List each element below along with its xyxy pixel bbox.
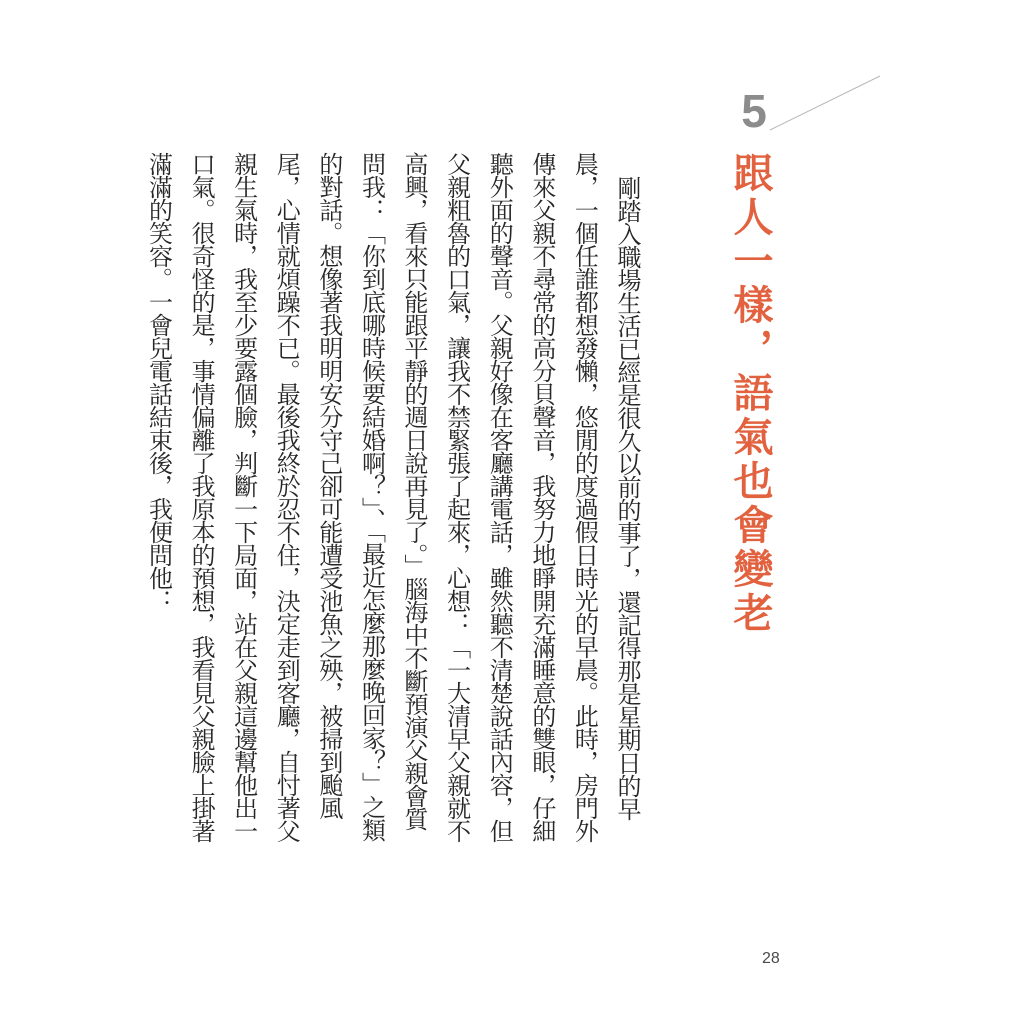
- paragraph: 剛踏入職場生活已經是很久以前的事了，還記得那是星期日的早晨，一個任誰都想發懶，悠閒的度過假日時光的早晨。此時，房門外傳來父親不尋常的高分貝聲音，我努力地睜開充滿睡意的雙眼，仔細聽外面的聲音。父親好像在客廳講電話，雖然聽不清楚說話內容，但父親粗魯的口氣，讓我不禁緊張了起來，心想：「一大清早父親就不高興，看來只能跟平靜的週日說再見了。」腦海中不斷預演父親會質問我：「你到底哪時候要結婚啊？」、「最近怎麼那麼晚回家？」之類的對話。想像著我明明安分守己卻可能遭受池魚之殃，被掃到颱風尾，心情就煩躁不已。最後我終於忍不住，決定走到客廳，自忖著父親生氣時，我至少要露個臉，判斷一下局面，站在父親這邊幫他出一口氣。很奇怪的是，事情偏離了我原本的預想，我看見父親臉上掛著滿滿的笑容。一會兒電話結束後，我便問他：: [144, 152, 641, 842]
- page-number: 28: [762, 950, 780, 967]
- chapter-number: 5: [741, 85, 767, 137]
- body-text: [137, 152, 648, 842]
- chapter-title: 跟人一樣，語氣也會變老: [727, 152, 773, 636]
